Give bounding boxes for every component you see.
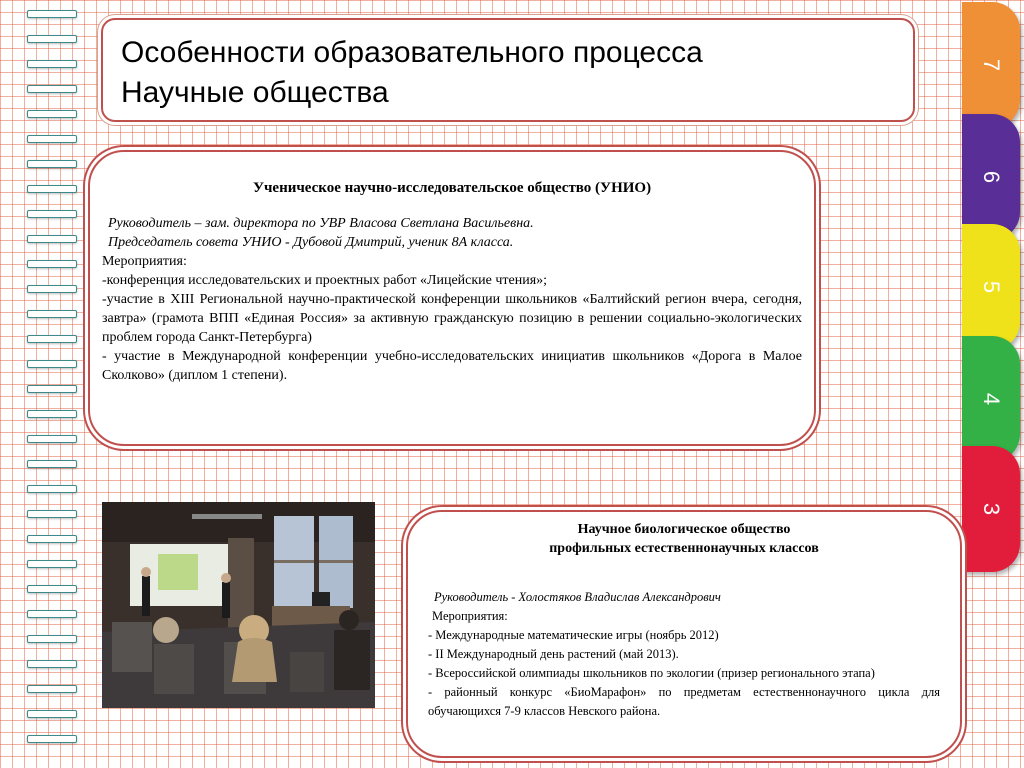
spiral-ring — [27, 210, 77, 218]
tab-label: 4 — [979, 392, 1004, 406]
spiral-ring — [27, 510, 77, 518]
list-item: -участие в XIII Региональной научно-практической конференции школьников «Балтийский регион вчера, сегодня, завтра» (грамота ВПП «Единая Россия» за активную гражданскую позицию в решении социально-экологических проблем города Санкт-Петербурга) — [102, 292, 802, 345]
tab-label: 6 — [979, 170, 1004, 184]
spiral-ring — [27, 635, 77, 643]
spiral-ring — [27, 710, 77, 718]
list-item: - Всероссийской олимпиады школьников по экологии (призер регионального этапа) — [428, 666, 875, 680]
page-subtitle: Научные общества — [121, 76, 389, 109]
side-tabs — [962, 0, 1024, 768]
tab-4[interactable] — [962, 336, 1020, 462]
society2-leader: Руководитель - Холостяков Владислав Александрович — [434, 590, 721, 604]
spiral-ring — [27, 410, 77, 418]
spiral-ring — [27, 260, 77, 268]
spiral-ring — [27, 235, 77, 243]
society2-title — [408, 520, 960, 558]
title-box — [101, 18, 915, 122]
spiral-ring — [27, 685, 77, 693]
list-item: -конференция исследовательских и проектных работ «Лицейские чтения»; — [102, 273, 548, 288]
list-item: - участие в Международной конференции учебно-исследовательских инициатив школьников «Дорога в Малое Сколково» (диплом 1 степени). — [102, 349, 802, 383]
page-title: Особенности образовательного процесса — [121, 36, 703, 69]
tab-5[interactable] — [962, 224, 1020, 350]
society1-body — [102, 214, 802, 385]
society2-title-line1: Научное биологическое общество — [577, 522, 791, 537]
classroom-photo — [102, 502, 375, 708]
society1-title: Ученическое научно-исследовательское общество (УНИО) — [252, 180, 652, 196]
list-item: - II Международный день растений (май 2013). — [428, 647, 679, 661]
society1-leader: Руководитель – зам. директора по УВР Власова Светлана Васильевна. — [108, 216, 534, 231]
spiral-ring — [27, 285, 77, 293]
spiral-ring — [27, 335, 77, 343]
list-item: - Международные математические игры (ноябрь 2012) — [428, 628, 719, 642]
spiral-ring — [27, 385, 77, 393]
list-item: - районный конкурс «БиоМарафон» по предметам естественнонаучного цикла для обучающихся 7-9 классов Невского района. — [428, 685, 940, 718]
spiral-ring — [27, 185, 77, 193]
society2-card — [406, 510, 962, 758]
spiral-ring — [27, 735, 77, 743]
photo-image — [102, 502, 375, 708]
spiral-ring — [27, 660, 77, 668]
spiral-ring — [27, 85, 77, 93]
spiral-ring — [27, 35, 77, 43]
society2-body — [428, 588, 940, 721]
society1-events-label: Мероприятия: — [102, 254, 187, 269]
spiral-ring — [27, 310, 77, 318]
spiral-binding — [27, 10, 77, 760]
spiral-ring — [27, 110, 77, 118]
tab-3[interactable] — [962, 446, 1020, 572]
society2-events-label: Мероприятия: — [432, 609, 508, 623]
tab-6[interactable] — [962, 114, 1020, 240]
tab-label: 3 — [979, 502, 1004, 516]
tab-label: 5 — [979, 280, 1004, 294]
spiral-ring — [27, 610, 77, 618]
spiral-ring — [27, 435, 77, 443]
spiral-ring — [27, 560, 77, 568]
tab-7[interactable] — [962, 2, 1020, 128]
spiral-ring — [27, 10, 77, 18]
society1-chair: Председатель совета УНИО - Дубовой Дмитрий, ученик 8А класса. — [108, 235, 514, 250]
spiral-ring — [27, 485, 77, 493]
spiral-ring — [27, 135, 77, 143]
society1-card — [88, 150, 816, 446]
spiral-ring — [27, 160, 77, 168]
spiral-ring — [27, 60, 77, 68]
spiral-ring — [27, 585, 77, 593]
spiral-ring — [27, 460, 77, 468]
tab-label: 7 — [979, 58, 1004, 72]
spiral-ring — [27, 360, 77, 368]
society2-title-line2: профильных естественнонаучных классов — [549, 541, 819, 556]
spiral-ring — [27, 535, 77, 543]
